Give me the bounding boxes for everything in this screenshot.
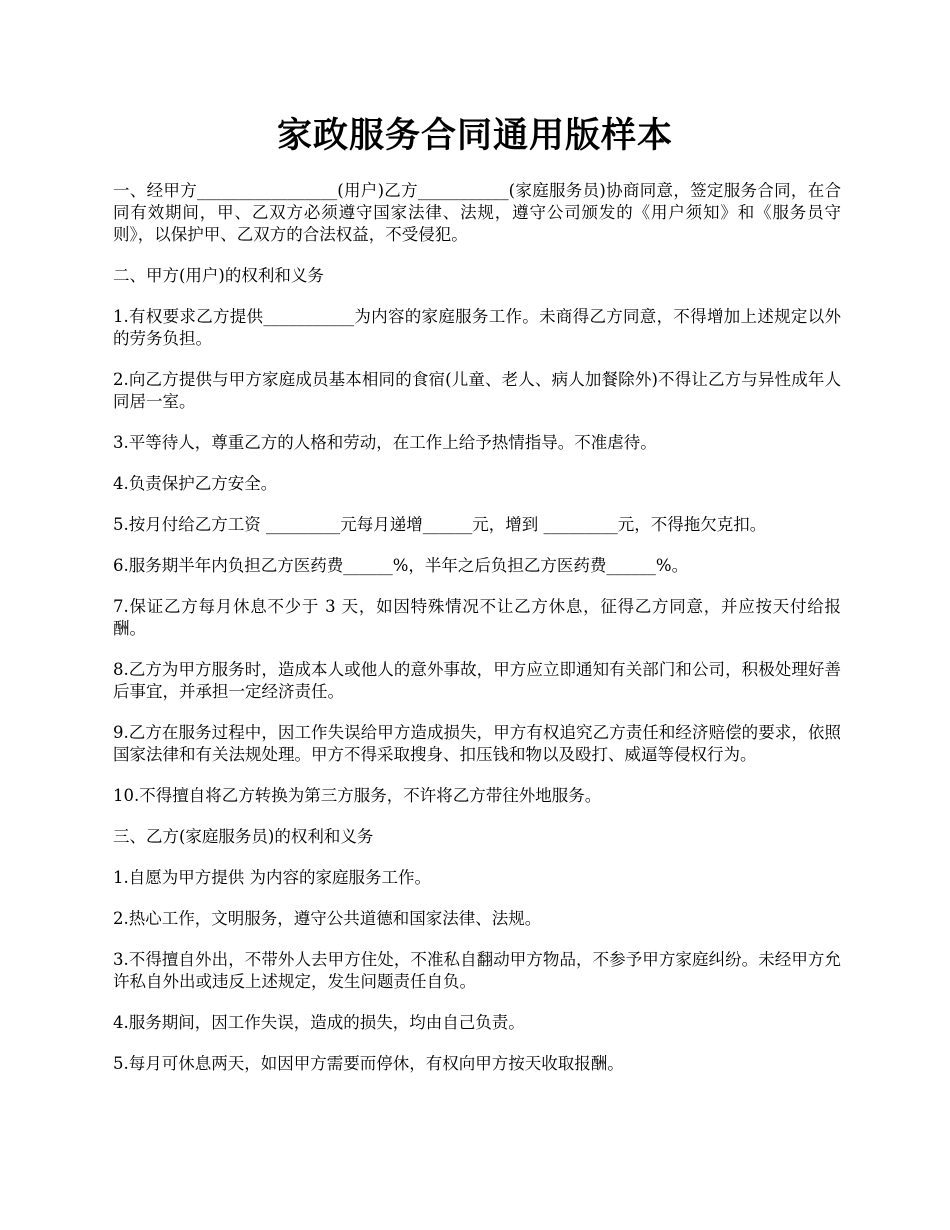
section-3-heading: 三、乙方(家庭服务员)的权利和义务 bbox=[113, 827, 374, 846]
section-2-item-9: 9.乙方在服务过程中，因工作失误给甲方造成损失，甲方有权追究乙方责任和经济赔偿的要求，依照国家法律和有关法规处理。甲方不得采取搜身、扣压钱和物以及殴打、威逼等侵权行为。 bbox=[113, 723, 841, 764]
section-3-item-2: 2.热心工作，文明服务，遵守公共道德和国家法律、法规。 bbox=[113, 909, 542, 928]
section-2-item-4: 4.负责保护乙方安全。 bbox=[113, 474, 278, 493]
section-2-item-5: 5.按月付给乙方工资 _________元每月递增______元，增到 _________元，不得拖欠克扣。 bbox=[113, 515, 767, 534]
section-3-item-3: 3.不得擅自外出，不带外人去甲方住处，不准私自翻动甲方物品，不参予甲方家庭纠纷。未经甲方允许私自外出或违反上述规定，发生问题责任自负。 bbox=[113, 950, 841, 991]
intro-paragraph: 一、经甲方_________________(用户)乙方___________(家庭服务员)协商同意，签定服务合同，在合同有效期间，甲、乙双方必须遵守国家法律、法规，遵守公司颁发的《用户须知》和《服务员守则》，以保护甲、乙双方的合法权益，不受侵犯。 bbox=[113, 181, 841, 244]
section-2-item-8: 8.乙方为甲方服务时，造成本人或他人的意外事故，甲方应立即通知有关部门和公司，积极处理好善后事宜，并承担一定经济责任。 bbox=[113, 660, 841, 701]
section-2-heading: 二、甲方(用户)的权利和义务 bbox=[113, 266, 324, 285]
section-2-item-6: 6.服务期半年内负担乙方医药费______%，半年之后负担乙方医药费______%。 bbox=[113, 556, 689, 575]
section-2-item-2: 2.向乙方提供与甲方家庭成员基本相同的食宿(儿童、老人、病人加餐除外)不得让乙方与异性成年人同居一室。 bbox=[113, 370, 841, 411]
section-2-item-7: 7.保证乙方每月休息不少于 3 天，如因特殊情况不让乙方休息，征得乙方同意，并应按天付给报酬。 bbox=[113, 597, 841, 638]
section-2-item-1: 1.有权要求乙方提供___________为内容的家庭服务工作。未商得乙方同意，不得增加上述规定以外的劳务负担。 bbox=[113, 307, 841, 348]
section-2-item-10: 10.不得擅自将乙方转换为第三方服务，不许将乙方带往外地服务。 bbox=[113, 786, 602, 805]
section-2-item-3: 3.平等待人，尊重乙方的人格和劳动，在工作上给予热情指导。不准虐待。 bbox=[113, 433, 657, 452]
section-3-item-1: 1.自愿为甲方提供 为内容的家庭服务工作。 bbox=[113, 868, 431, 887]
document-title: 家政服务合同通用版样本 bbox=[276, 115, 673, 156]
section-3-item-5: 5.每月可休息两天，如因甲方需要而停休，有权向甲方按天收取报酬。 bbox=[113, 1054, 624, 1073]
document-body bbox=[113, 180, 841, 1094]
section-3-item-4: 4.服务期间，因工作失误，造成的损失，均由自己负责。 bbox=[113, 1013, 525, 1032]
